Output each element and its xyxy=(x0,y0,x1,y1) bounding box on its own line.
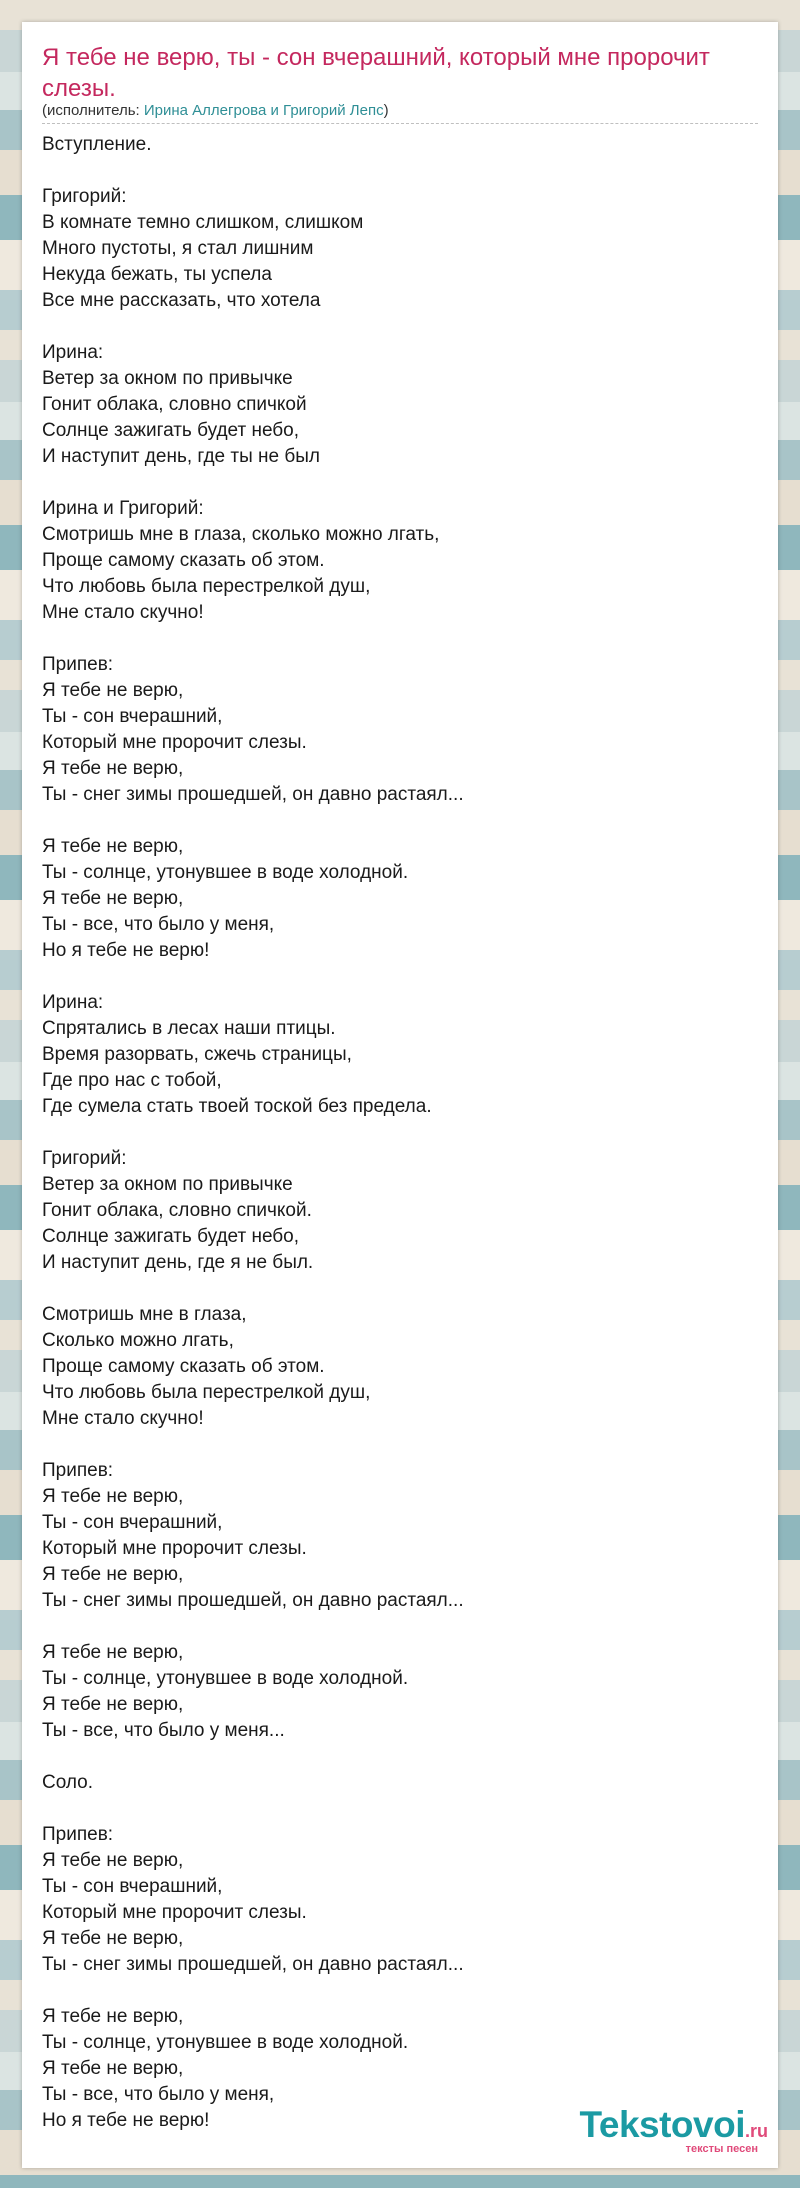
lyric-line: Я тебе не верю, xyxy=(42,1642,184,1663)
lyric-line: Но я тебе не верю! xyxy=(42,940,210,961)
stanza-gap xyxy=(42,1276,758,1302)
lyric-line: И наступит день, где ты не был xyxy=(42,446,321,467)
lyric-line: Ты - все, что было у меня, xyxy=(42,2084,275,2105)
lyrics-card xyxy=(22,22,778,2168)
lyric-line: Время разорвать, сжечь страницы, xyxy=(42,1044,352,1065)
lyric-line: Я тебе не верю, xyxy=(42,888,184,909)
lyric-line: Спрятались в лесах наши птицы. xyxy=(42,1018,336,1039)
lyric-line: Григорий: xyxy=(42,186,127,207)
lyric-line: Который мне пророчит слезы. xyxy=(42,1902,307,1923)
lyric-line: Я тебе не верю, xyxy=(42,680,184,701)
artist-link[interactable]: Ирина Аллегрова и Григорий Лепс xyxy=(143,102,384,119)
lyric-line: Ты - сон вчерашний, xyxy=(42,1512,223,1533)
lyric-line: Ты - сон вчерашний, xyxy=(42,1876,223,1897)
lyric-line: Смотришь мне в глаза, xyxy=(42,1304,247,1325)
lyric-line: Что любовь была перестрелкой душ, xyxy=(42,1382,371,1403)
lyric-line: Ты - снег зимы прошедшей, он давно растаял... xyxy=(42,1954,464,1975)
logo-wordmark: Tekstovoi xyxy=(579,2104,745,2145)
lyric-line: Ветер за окном по привычке xyxy=(42,368,293,389)
lyric-line: Ирина: xyxy=(42,992,104,1013)
lyric-line: Мне стало скучно! xyxy=(42,1408,204,1429)
stanza-gap xyxy=(42,158,758,184)
lyric-line: Все мне рассказать, что хотела xyxy=(42,290,321,311)
lyric-line: Припев: xyxy=(42,1460,114,1481)
lyric-line: Ты - снег зимы прошедшей, он давно растаял... xyxy=(42,1590,464,1611)
lyric-line: Солнце зажигать будет небо, xyxy=(42,420,300,441)
lyric-line: Припев: xyxy=(42,654,114,675)
site-logo[interactable] xyxy=(558,2106,768,2156)
lyric-line: Ты - солнце, утонувшее в воде холодной. xyxy=(42,1668,409,1689)
lyric-line: Что любовь была перестрелкой душ, xyxy=(42,576,371,597)
lyric-line: Я тебе не верю, xyxy=(42,1694,184,1715)
lyric-line: Который мне пророчит слезы. xyxy=(42,1538,307,1559)
lyric-line: Гонит облака, словно спичкой. xyxy=(42,1200,312,1221)
lyric-line: Я тебе не верю, xyxy=(42,836,184,857)
lyric-line: Ты - снег зимы прошедшей, он давно растаял... xyxy=(42,784,464,805)
lyric-line: Я тебе не верю, xyxy=(42,1564,184,1585)
stanza-gap xyxy=(42,1120,758,1146)
lyric-line: Ирина: xyxy=(42,342,104,363)
stanza-gap xyxy=(42,1614,758,1640)
song-title: Я тебе не верю, ты - сон вчерашний, который мне пророчит слезы. xyxy=(42,44,710,102)
lyric-line: Где сумела стать твоей тоской без предела. xyxy=(42,1096,432,1117)
lyric-line: Солнце зажигать будет небо, xyxy=(42,1226,300,1247)
performer-line xyxy=(42,101,758,124)
lyrics-body xyxy=(42,132,758,2134)
lyric-line: Некуда бежать, ты успела xyxy=(42,264,272,285)
lyric-line: Который мне пророчит слезы. xyxy=(42,732,307,753)
performer-suffix: ) xyxy=(383,102,389,119)
lyric-line: Припев: xyxy=(42,1824,114,1845)
lyric-line: Вступление. xyxy=(42,134,152,155)
stanza-gap xyxy=(42,964,758,990)
logo-tagline: тексты песен xyxy=(685,2143,758,2155)
lyric-line: Я тебе не верю, xyxy=(42,1486,184,1507)
lyric-line: Я тебе не верю, xyxy=(42,2058,184,2079)
lyric-line: Ты - солнце, утонувшее в воде холодной. xyxy=(42,2032,409,2053)
lyric-line: Ирина и Григорий: xyxy=(42,498,204,519)
lyric-line: Григорий: xyxy=(42,1148,127,1169)
performer-prefix: (исполнитель: xyxy=(42,102,144,119)
lyric-line: Мне стало скучно! xyxy=(42,602,204,623)
stanza-gap xyxy=(42,1978,758,2004)
lyric-line: Я тебе не верю, xyxy=(42,1928,184,1949)
lyric-line: Ты - солнце, утонувшее в воде холодной. xyxy=(42,862,409,883)
lyric-line: В комнате темно слишком, слишком xyxy=(42,212,364,233)
stanza-gap xyxy=(42,470,758,496)
lyric-line: Ты - все, что было у меня... xyxy=(42,1720,285,1741)
logo-domain: .ru xyxy=(744,2121,768,2141)
stanza-gap xyxy=(42,314,758,340)
lyric-line: Гонит облака, словно спичкой xyxy=(42,394,307,415)
lyric-line: Но я тебе не верю! xyxy=(42,2110,210,2131)
lyric-line: Проще самому сказать об этом. xyxy=(42,1356,325,1377)
lyric-line: Я тебе не верю, xyxy=(42,2006,184,2027)
lyric-line: Ветер за окном по привычке xyxy=(42,1174,293,1195)
lyric-line: Много пустоты, я стал лишним xyxy=(42,238,314,259)
lyric-line: Я тебе не верю, xyxy=(42,758,184,779)
lyric-line: Проще самому сказать об этом. xyxy=(42,550,325,571)
stanza-gap xyxy=(42,1744,758,1770)
stanza-gap xyxy=(42,626,758,652)
lyric-line: Смотришь мне в глаза, сколько можно лгать, xyxy=(42,524,440,545)
lyric-line: Где про нас с тобой, xyxy=(42,1070,222,1091)
stanza-gap xyxy=(42,808,758,834)
lyric-line: Соло. xyxy=(42,1772,94,1793)
lyric-line: Ты - сон вчерашний, xyxy=(42,706,223,727)
lyric-line: Сколько можно лгать, xyxy=(42,1330,234,1351)
lyric-line: И наступит день, где я не был. xyxy=(42,1252,314,1273)
lyric-line: Ты - все, что было у меня, xyxy=(42,914,275,935)
lyric-line: Я тебе не верю, xyxy=(42,1850,184,1871)
stanza-gap xyxy=(42,1432,758,1458)
stanza-gap xyxy=(42,1796,758,1822)
